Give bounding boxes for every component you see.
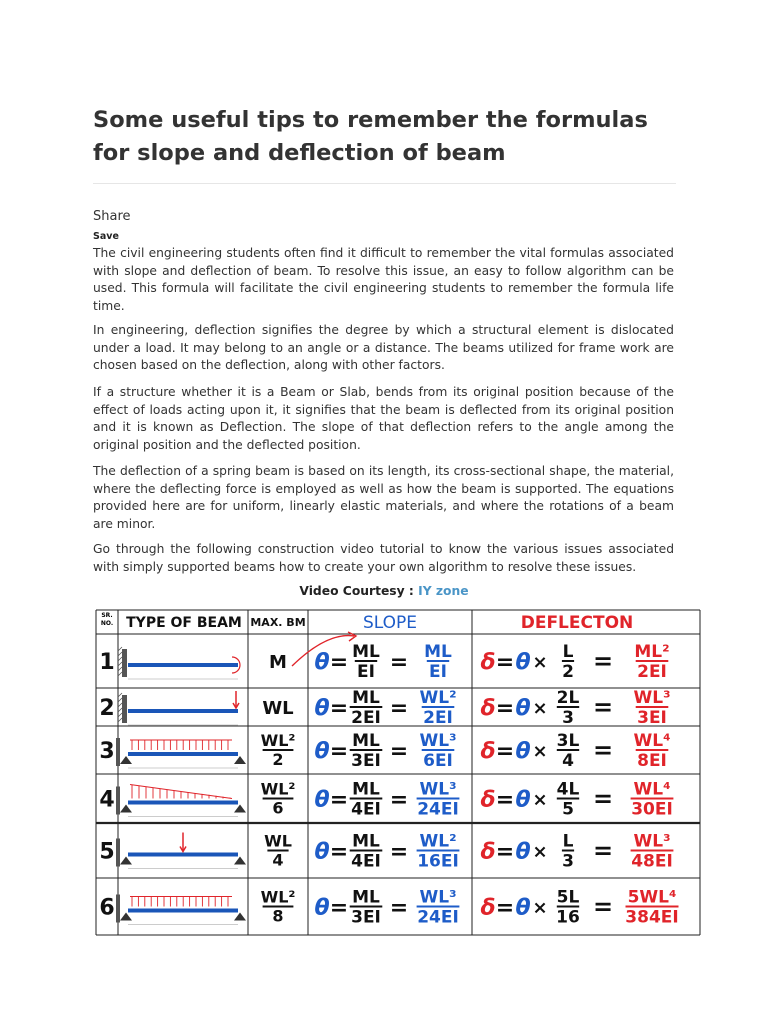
formula-table: [92, 606, 702, 936]
equals-sign: =: [592, 836, 614, 865]
pin-support: [120, 805, 132, 813]
slope-right-denominator: 16EI: [417, 851, 459, 872]
divider: [93, 183, 676, 184]
deflection-right-denominator: 48EI: [631, 851, 673, 872]
table-row: [99, 731, 670, 771]
courtesy-label: Video Courtesy :: [299, 584, 419, 598]
hatch-line: [118, 657, 122, 661]
table-row: [99, 832, 673, 872]
hatch-line: [118, 672, 122, 676]
theta-symbol: θ: [515, 696, 531, 721]
deflection-left-denominator: 4: [562, 751, 574, 771]
paragraph-2: In engineering, deflection signifies the degree by which a structural element is dislocated under a load. It may belong to an angle or a distance. The beams utilized for frame work are chosen based on the deflection, along with other factors.: [93, 323, 674, 372]
slope-left-numerator: ML: [352, 688, 380, 708]
max-bm-denominator: 4: [272, 850, 284, 870]
page-title: Some useful tips to remember the formulas for slope and deflection of beam: [93, 107, 648, 166]
beam-bar: [128, 909, 238, 913]
slope-right-numerator: ML: [424, 642, 452, 662]
delta-symbol: δ: [480, 650, 496, 675]
beam-bar: [128, 853, 238, 857]
video-courtesy: [0, 584, 768, 598]
deflection-left-denominator: 3: [562, 708, 574, 728]
deflection-left-numerator: 3L: [556, 731, 580, 751]
table-rows: [99, 642, 678, 928]
delta-symbol: δ: [480, 739, 496, 764]
equals-sign: =: [389, 787, 409, 813]
roller-support: [234, 857, 246, 865]
theta-symbol: θ: [515, 839, 531, 865]
roller-support: [234, 756, 246, 764]
theta-symbol: θ: [515, 895, 531, 921]
equals-sign: =: [329, 839, 349, 865]
equals-sign: =: [592, 892, 614, 921]
theta-symbol: θ: [314, 787, 330, 813]
hatch-line: [118, 708, 122, 712]
slope-left-numerator: ML: [352, 779, 380, 800]
theta-symbol: θ: [314, 650, 330, 675]
equals-sign: =: [495, 696, 515, 721]
serial-number: 2: [99, 696, 115, 721]
serial-number: 3: [99, 739, 115, 764]
delta-symbol: δ: [480, 696, 496, 721]
save-button[interactable]: Save: [93, 231, 119, 242]
hatch-line: [118, 647, 122, 651]
arrow-head: [348, 632, 356, 641]
equals-sign: =: [389, 696, 409, 721]
slope-right-denominator: EI: [429, 662, 447, 682]
theta-symbol: θ: [314, 839, 330, 865]
header-slope: SLOPE: [362, 613, 418, 633]
slope-right-numerator: WL³: [419, 779, 457, 800]
slope-left-numerator: ML: [352, 887, 380, 908]
hatch-line: [118, 667, 122, 671]
hatch-line: [118, 662, 122, 666]
deflection-left-numerator: 5L: [556, 887, 580, 908]
fixed-support: [116, 787, 120, 815]
slope-left-numerator: ML: [352, 642, 380, 662]
theta-symbol: θ: [515, 787, 531, 813]
header-max-bm: MAX. BM: [250, 616, 306, 629]
serial-number: 5: [99, 839, 115, 865]
pin-support: [120, 857, 132, 865]
slope-left-denominator: 2EI: [351, 708, 381, 728]
hatch-line: [118, 698, 122, 702]
paragraph-1: The civil engineering students often find it difficult to remember the vital formulas associated with slope and deflection of beam. To resolve this issue, an easy to follow algorithm can be used. This formula will facilitate the civil engineering students to remember the formula life time.: [93, 246, 674, 313]
times-sign: ×: [532, 841, 548, 863]
courtesy-link[interactable]: IY zone: [418, 584, 469, 598]
fixed-support: [116, 839, 120, 867]
share-button[interactable]: Share: [93, 209, 131, 224]
fixed-support: [116, 895, 120, 923]
hatch-line: [118, 703, 122, 707]
table-row: [99, 780, 673, 820]
deflection-right-numerator: 5WL⁴: [627, 887, 677, 908]
deflection-right-numerator: WL⁴: [633, 779, 671, 800]
slope-left-denominator: 4EI: [351, 799, 381, 820]
times-sign: ×: [532, 897, 548, 919]
hatch-line: [118, 718, 122, 722]
deflection-right-denominator: 8EI: [637, 751, 667, 771]
equals-sign: =: [592, 693, 614, 721]
deflection-left-denominator: 3: [562, 851, 574, 872]
theta-symbol: θ: [515, 739, 531, 764]
slope-right-denominator: 6EI: [423, 751, 453, 771]
slope-left-denominator: EI: [357, 662, 375, 682]
slope-right-numerator: WL²: [419, 688, 457, 708]
theta-symbol: θ: [314, 895, 330, 921]
beam-bar: [128, 752, 238, 756]
equals-sign: =: [329, 895, 349, 921]
deflection-left-denominator: 2: [562, 662, 574, 682]
equals-sign: =: [329, 696, 349, 721]
max-bm: WL: [262, 698, 294, 719]
max-bm-numerator: WL²: [260, 731, 296, 750]
deflection-right-denominator: 30EI: [631, 799, 673, 820]
slope-right-denominator: 2EI: [423, 708, 453, 728]
fixed-support: [116, 738, 120, 766]
delta-symbol: δ: [480, 839, 496, 865]
deflection-right-denominator: 2EI: [637, 662, 667, 682]
table-row: [99, 642, 669, 682]
slope-right-numerator: WL²: [419, 831, 457, 852]
delta-symbol: δ: [480, 787, 496, 813]
deflection-left-numerator: 4L: [556, 779, 580, 800]
beam-bar: [128, 663, 238, 667]
slope-right-numerator: WL³: [419, 887, 457, 908]
hatch-line: [118, 713, 122, 717]
serial-number: 1: [99, 650, 115, 675]
deflection-left-numerator: L: [562, 831, 574, 852]
beam-bar: [128, 801, 238, 805]
equals-sign: =: [329, 650, 349, 675]
deflection-right-denominator: 3EI: [637, 708, 667, 728]
max-bm: M: [269, 652, 287, 673]
slope-right-numerator: WL³: [419, 731, 457, 751]
equals-sign: =: [389, 739, 409, 764]
pin-support: [120, 756, 132, 764]
slope-left-denominator: 4EI: [351, 851, 381, 872]
roller-support: [234, 913, 246, 921]
equals-sign: =: [495, 650, 515, 675]
slope-left-numerator: ML: [352, 831, 380, 852]
max-bm-denominator: 2: [272, 750, 284, 769]
slope-right-denominator: 24EI: [417, 799, 459, 820]
fixed-support: [122, 695, 127, 723]
max-bm-numerator: WL²: [260, 887, 296, 907]
paragraph-5: Go through the following construction video tutorial to know the various issues associated with simply supported beams how to create your own algorithm to resolve these issues.: [93, 542, 674, 574]
equals-sign: =: [592, 647, 614, 675]
pin-support: [120, 913, 132, 921]
deflection-right-numerator: WL³: [633, 831, 671, 852]
slope-left-numerator: ML: [352, 731, 380, 751]
deflection-right-numerator: ML²: [634, 642, 670, 662]
deflection-left-numerator: 2L: [556, 688, 580, 708]
theta-symbol: θ: [515, 650, 531, 675]
deflection-left-denominator: 5: [562, 799, 574, 820]
header-deflection: DEFLECTON: [520, 613, 634, 633]
hatch-line: [118, 652, 122, 656]
roller-support: [234, 805, 246, 813]
equals-sign: =: [592, 736, 614, 764]
slope-left-denominator: 3EI: [351, 907, 381, 928]
equals-sign: =: [592, 784, 614, 813]
table-row: [99, 888, 678, 928]
theta-symbol: θ: [314, 696, 330, 721]
equals-sign: =: [329, 739, 349, 764]
paragraph-3: If a structure whether it is a Beam or Slab, bends from its original position because of the effect of loads acting upon it, it signifies that the beam is deflected from its original position and it is known as Deflection. The slope of that deflection refers to the angle among the original position and the deflected position.: [93, 385, 674, 452]
deflection-left-numerator: L: [562, 642, 574, 662]
header-sr-line1: SR.: [101, 612, 113, 619]
serial-number: 6: [99, 895, 115, 921]
equals-sign: =: [389, 650, 409, 675]
header-sr-line2: NO.: [100, 620, 114, 627]
times-sign: ×: [532, 789, 548, 811]
delta-symbol: δ: [480, 895, 496, 921]
times-sign: ×: [532, 698, 548, 719]
paragraph-4: The deflection of a spring beam is based on its length, its cross-sectional shape, the material, where the deflecting force is employed as well as how the beam is supported. The equations provided here are for uniform, linearly elastic materials, and where the rotations of a beam are minor.: [93, 464, 674, 531]
equals-sign: =: [389, 895, 409, 921]
max-bm-denominator: 8: [272, 906, 284, 926]
max-bm-denominator: 6: [272, 798, 284, 818]
times-sign: ×: [532, 652, 548, 673]
slope-left-denominator: 3EI: [351, 751, 381, 771]
equals-sign: =: [495, 895, 515, 921]
deflection-right-numerator: WL⁴: [633, 731, 671, 751]
theta-symbol: θ: [314, 739, 330, 764]
times-sign: ×: [532, 741, 548, 762]
equals-sign: =: [495, 739, 515, 764]
equals-sign: =: [495, 787, 515, 813]
serial-number: 4: [99, 787, 115, 813]
header-type-of-beam: TYPE OF BEAM: [126, 615, 242, 631]
hatch-line: [118, 693, 122, 697]
slope-right-denominator: 24EI: [417, 907, 459, 928]
deflection-left-denominator: 16: [556, 907, 580, 928]
fixed-support: [122, 649, 127, 677]
deflection-right-numerator: WL³: [633, 688, 671, 708]
equals-sign: =: [389, 839, 409, 865]
table-row: [99, 688, 670, 728]
equals-sign: =: [495, 839, 515, 865]
max-bm-numerator: WL²: [260, 779, 296, 799]
max-bm-numerator: WL: [264, 831, 292, 851]
deflection-right-denominator: 384EI: [625, 907, 679, 928]
beam-bar: [128, 709, 238, 713]
equals-sign: =: [329, 787, 349, 813]
